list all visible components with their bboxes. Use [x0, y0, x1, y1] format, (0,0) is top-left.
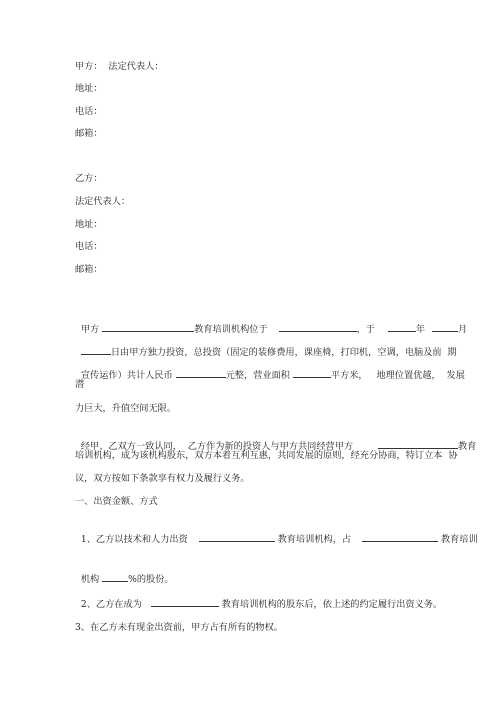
- text: 2、乙方在成为: [80, 599, 145, 610]
- party-a-line: 甲方： 法定代表人：: [75, 61, 164, 72]
- blank-institution-share: [362, 532, 438, 542]
- clause-2: [75, 585, 442, 611]
- party-a-phone: 电话：: [75, 106, 103, 117]
- text: 月: [457, 324, 468, 335]
- text: 年: [415, 324, 428, 335]
- text: %的股份。: [128, 574, 174, 585]
- body-line-5: 力巨大，升值空间无限。: [75, 403, 177, 414]
- blank-percent: [102, 572, 128, 582]
- blank-institution-name-3: [151, 597, 219, 607]
- blank-day: [81, 345, 111, 355]
- body-line-3: [75, 356, 465, 382]
- blank-institution-name-2: [378, 439, 458, 449]
- party-b-email: 邮箱：: [75, 264, 103, 275]
- party-a-address: 地址：: [75, 83, 103, 94]
- body-line-7: 培训机构，成为该机构股东，双方本着互利互惠，共同发展的原则，经充分协商，特订立本 协: [75, 450, 458, 461]
- text: 教育培训: [438, 534, 478, 545]
- text: 教育培训机构位于: [194, 324, 271, 335]
- party-b-phone: 电话：: [75, 241, 103, 252]
- section-heading: 一、出资金额、方式: [75, 496, 158, 507]
- party-b-address: 地址：: [75, 219, 103, 230]
- text: 经甲、乙双方一致认同， 乙方作为新的投资人与甲方共同经营甲方: [80, 441, 357, 452]
- text: 教育: [458, 441, 477, 452]
- clause-1-line-2: [75, 560, 174, 586]
- text: 机构: [80, 574, 103, 585]
- text: 教育培训机构，占: [274, 534, 355, 545]
- party-b-rep: 法定代表人：: [75, 196, 131, 207]
- body-line-8: 议，双方按如下条款享有权力及履行义务。: [75, 473, 250, 484]
- body-line-4: 潜: [75, 379, 85, 390]
- clause-1-line-1: [75, 520, 478, 546]
- text: 平方米， 地理位置优越， 发展: [330, 370, 465, 381]
- party-a-email: 邮箱：: [75, 128, 103, 139]
- text: 元整，营业面积: [225, 370, 293, 381]
- blank-year: [388, 322, 416, 332]
- text: ，于: [356, 324, 378, 335]
- blank-area: [293, 368, 331, 378]
- text: 日由甲方独力投资，总投资（固定的装修费用，课座椅，打印机，空调，电脑及前 期: [110, 347, 457, 358]
- blank-institution-name: [102, 322, 194, 332]
- text: 1、乙方以技术和人力出资: [80, 534, 191, 545]
- blank-location: [279, 322, 357, 332]
- blank-institution-invest: [199, 532, 275, 542]
- blank-amount: [176, 368, 226, 378]
- text: 甲方: [80, 324, 103, 335]
- text: 宣传运作）共计人民币: [80, 370, 176, 381]
- clause-3: 3、在乙方未有现金出资前，甲方占有所有的物权。: [75, 622, 283, 633]
- party-b-name: 乙方：: [75, 173, 103, 184]
- text: 教育培训机构的股东后，依上述的约定履行出资义务。: [218, 599, 443, 610]
- blank-month: [432, 322, 458, 332]
